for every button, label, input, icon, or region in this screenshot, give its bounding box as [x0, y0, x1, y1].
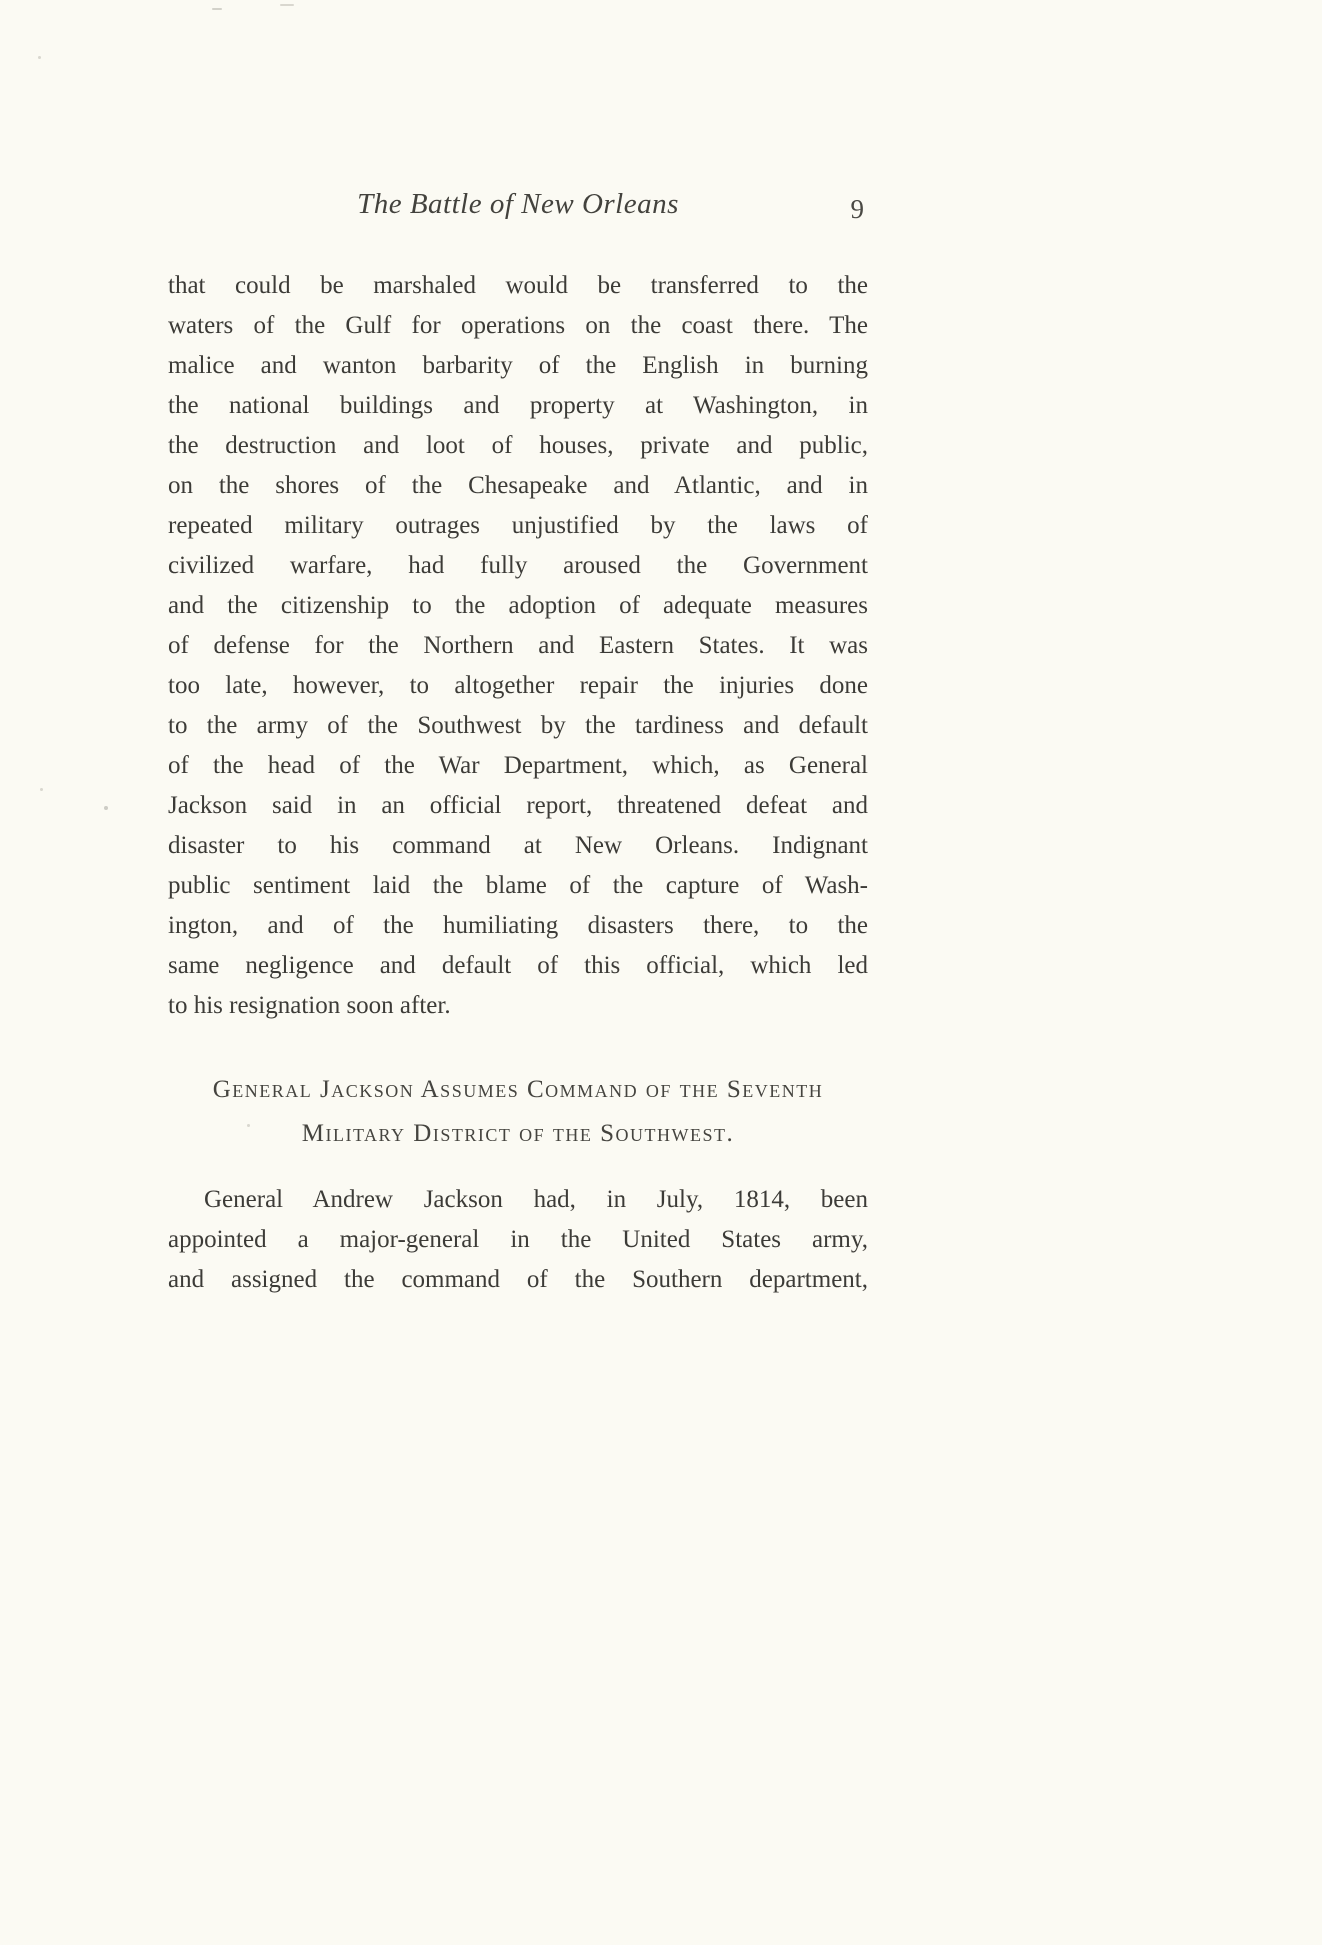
text-line: and assigned the command of the Southern department,: [168, 1266, 868, 1293]
text-line: the national buildings and property at Washington, in: [168, 392, 868, 419]
text-line: to the army of the Southwest by the tardiness and default: [168, 712, 868, 739]
text-line: appointed a major-general in the United States army,: [168, 1226, 868, 1253]
page-number: 9: [850, 194, 864, 224]
text-line: General Jackson Assumes Command of the Seventh: [212, 1076, 824, 1103]
text-line: to his resignation soon after.: [168, 992, 451, 1019]
text-line: of the head of the War Department, which, as General: [168, 752, 868, 779]
text-line: and the citizenship to the adoption of adequate measures: [168, 592, 868, 619]
text-line: on the shores of the Chesapeake and Atlantic, and in: [168, 472, 868, 499]
body-paragraph-1: [168, 266, 868, 1026]
text-line: malice and wanton barbarity of the English in burning: [168, 352, 868, 379]
scan-artifact: [212, 8, 222, 10]
section-heading: [168, 1068, 868, 1156]
body-paragraph-2: [168, 1180, 868, 1300]
text-line: of defense for the Northern and Eastern States. It was: [168, 632, 868, 659]
text-line: General Andrew Jackson had, in July, 1814, been: [204, 1186, 868, 1213]
text-line: the destruction and loot of houses, private and public,: [168, 432, 868, 459]
text-line: civilized warfare, had fully aroused the Government: [168, 552, 868, 579]
text-line: that could be marshaled would be transferred to the: [168, 272, 868, 299]
text-line: same negligence and default of this official, which led: [168, 952, 868, 979]
scan-artifact: [247, 1124, 250, 1127]
text-line: disaster to his command at New Orleans. Indignant: [168, 832, 868, 859]
text-column: [168, 188, 868, 1300]
text-line: Jackson said in an official report, threatened defeat and: [168, 792, 868, 819]
scan-artifact: [104, 806, 108, 810]
running-title: The Battle of New Orleans: [357, 188, 679, 220]
text-line: ington, and of the humiliating disasters there, to the: [168, 912, 868, 939]
text-line: waters of the Gulf for operations on the coast there. The: [168, 312, 868, 339]
scan-artifact: [38, 56, 41, 59]
text-line: too late, however, to altogether repair the injuries done: [168, 672, 868, 699]
text-line: Military District of the Southwest.: [301, 1120, 735, 1147]
text-line: repeated military outrages unjustified by the laws of: [168, 512, 868, 539]
scan-artifact: [40, 788, 43, 791]
text-line: public sentiment laid the blame of the capture of Wash-: [168, 872, 868, 899]
scan-artifact: [280, 4, 294, 6]
page-header: [168, 188, 868, 232]
